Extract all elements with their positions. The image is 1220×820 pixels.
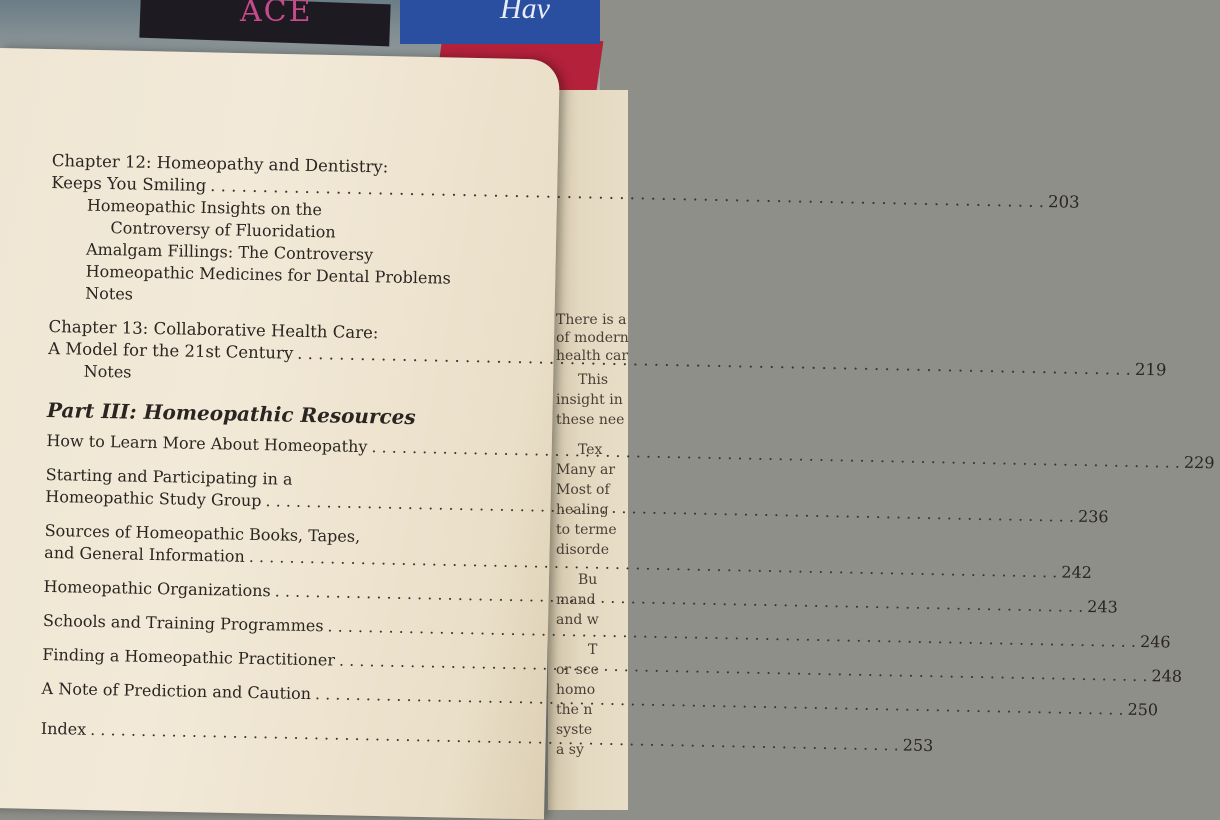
page-number: 229 xyxy=(1183,452,1215,473)
entry-title: Schools and Training Programmes xyxy=(42,610,324,636)
facing-text-line: to terme xyxy=(556,522,617,538)
entry-title: Starting and Participating in a xyxy=(45,464,293,489)
facing-text-line: There is a xyxy=(556,312,627,328)
page-number: 246 xyxy=(1139,631,1171,652)
entry-title: Sources of Homeopathic Books, Tapes, xyxy=(44,520,361,546)
section-title-continued: Controversy of Fluoridation xyxy=(110,218,336,242)
book-spine-text-left: ACE xyxy=(240,0,313,29)
chapter-13-subtitle: A Model for the 21st Century xyxy=(48,338,294,363)
facing-text-line: insight in xyxy=(556,392,623,408)
facing-text-line: and w xyxy=(556,612,599,628)
chapter-13-title: Chapter 13: Collaborative Health Care: xyxy=(48,316,379,343)
facing-text-line: a sy xyxy=(556,742,584,758)
facing-text-line: or sce xyxy=(556,662,599,678)
entry-title-continued: Homeopathic Study Group xyxy=(45,486,262,511)
facing-text-line: health car xyxy=(556,348,629,364)
section-title: Homeopathic Insights on the xyxy=(86,195,323,220)
section-notes: Notes xyxy=(85,283,134,304)
facing-text-line: Many ar xyxy=(556,462,616,478)
entry-title: How to Learn More About Homeopathy xyxy=(46,430,368,457)
page-number: 243 xyxy=(1087,596,1118,617)
facing-text-line: the n xyxy=(556,702,593,718)
facing-text-line: disorde xyxy=(556,542,609,558)
entry-title: Finding a Homeopathic Practitioner xyxy=(42,644,336,670)
section-title: Amalgam Fillings: The Controversy xyxy=(85,239,374,265)
facing-text-line: Bu xyxy=(578,572,598,588)
facing-text-line: healing xyxy=(556,502,609,518)
page-number: 236 xyxy=(1077,506,1109,527)
facing-text-line: mand xyxy=(556,592,596,608)
page-number: 242 xyxy=(1061,562,1093,583)
facing-text-line: Most of xyxy=(556,482,610,498)
facing-text-line: of modern xyxy=(556,330,629,346)
entry-title: Homeopathic Organizations xyxy=(43,576,271,601)
facing-text-line: syste xyxy=(556,722,593,738)
facing-text-line: these nee xyxy=(556,412,625,428)
chapter-12-subtitle: Keeps You Smiling xyxy=(51,172,207,195)
section-notes: Notes xyxy=(83,361,132,382)
page-number: 248 xyxy=(1151,666,1183,686)
facing-text-line: homo xyxy=(556,682,596,698)
page-number: 250 xyxy=(1127,699,1159,720)
facing-text-line: Tex xyxy=(578,442,603,458)
facing-text-line: T xyxy=(588,642,598,658)
page-number: 203 xyxy=(1047,192,1080,212)
section-title: Homeopathic Medicines for Dental Problems xyxy=(85,261,452,288)
book-spine-text-right: Hav xyxy=(500,0,550,25)
facing-text-line: This xyxy=(578,372,609,388)
page-number: 219 xyxy=(1134,359,1167,380)
entry-title-continued: and General Information xyxy=(44,542,246,566)
part-3-heading: Part III: Homeopathic Resources xyxy=(46,397,416,430)
index-title: Index xyxy=(40,718,87,739)
page-number: 253 xyxy=(902,735,934,756)
chapter-12-title: Chapter 12: Homeopathy and Dentistry: xyxy=(51,150,389,177)
entry-title: A Note of Prediction and Caution xyxy=(41,678,312,704)
